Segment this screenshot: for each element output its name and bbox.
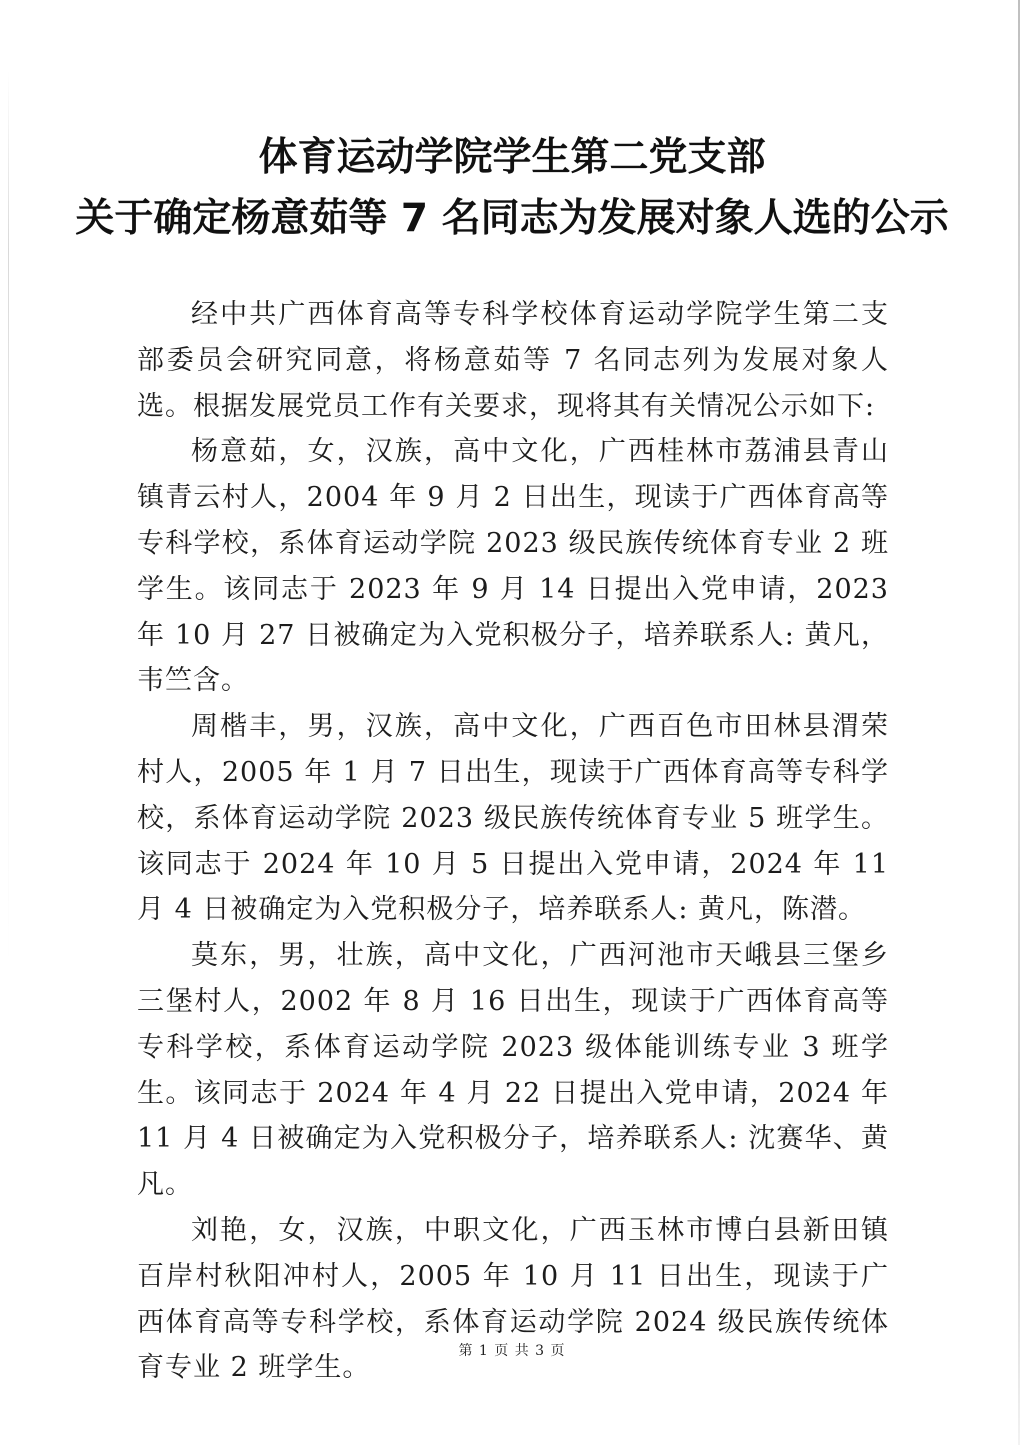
paragraph-liu-yan: 刘艳，女，汉族，中职文化，广西玉林市博白县新田镇百岸村秋阳冲村人，2005 年 10 月 11 日出生，现读于广西体育高等专科学校，系体育运动学院 2024 级民族传统体育专业 2 班学生。 bbox=[137, 1214, 889, 1384]
document-title-line1: 体育运动学院学生第二党支部 bbox=[258, 135, 766, 180]
document-title-line2: 关于确定杨意茹等 7 名同志为发展对象人选的公示 bbox=[75, 196, 949, 241]
document-body bbox=[137, 292, 889, 1391]
paragraph-yang-yiru: 杨意茹，女，汉族，高中文化，广西桂林市荔浦县青山镇青云村人，2004 年 9 月 2 日出生，现读于广西体育高等专科学校，系体育运动学院 2023 级民族传统体育专业 2 班学生。该同志于 2023 年 9 月 14 日提出入党申请，2023 年 10 月 27 日被确定为入党积极分子，培养联系人: 黄凡，韦竺含。 bbox=[137, 436, 889, 697]
paragraph-intro: 经中共广西体育高等专科学校体育运动学院学生第二支部委员会研究同意，将杨意茹等 7 名同志列为发展对象人选。根据发展党员工作有关要求，现将其有关情况公示如下: bbox=[137, 299, 889, 422]
page-number-footer: 第 1 页 共 3 页 bbox=[458, 1343, 566, 1359]
paragraph-mo-dong: 莫东，男，壮族，高中文化，广西河池市天峨县三堡乡三堡村人，2002 年 8 月 16 日出生，现读于广西体育高等专科学校，系体育运动学院 2023 级体能训练专业 3 班学生。该同志于 2024 年 4 月 22 日提出入党申请，2024 年 11 月 4 日被确定为入党积极分子，培养联系人: 沈赛华、黄凡。 bbox=[137, 940, 889, 1201]
paragraph-zhou-kaifeng: 周楷丰，男，汉族，高中文化，广西百色市田林县渭荣村人，2005 年 1 月 7 日出生，现读于广西体育高等专科学校，系体育运动学院 2023 级民族传统体育专业 5 班学生。该同志于 2024 年 10 月 5 日提出入党申请，2024 年 11 月 4 日被确定为入党积极分子，培养联系人: 黄凡，陈潜。 bbox=[137, 711, 889, 926]
